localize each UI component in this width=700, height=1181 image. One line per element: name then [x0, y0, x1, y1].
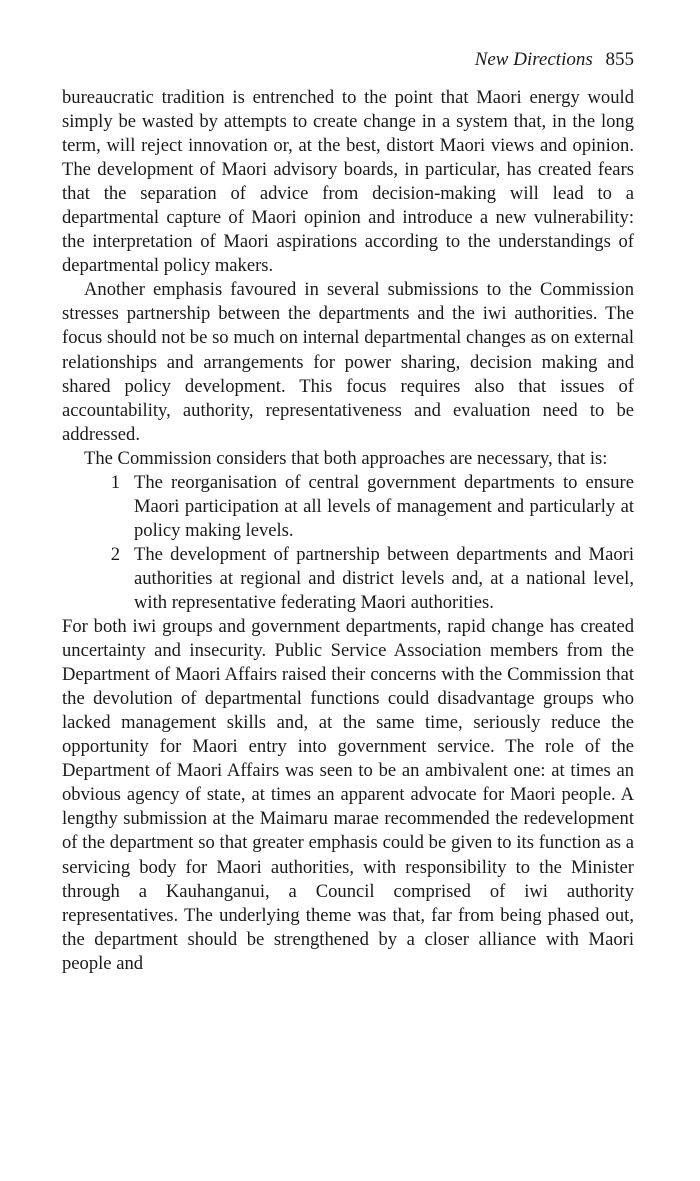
- list-item-text: The reorganisation of central government departments to ensure Maori participation at all levels of management and particularly at policy making levels.: [134, 471, 634, 541]
- body-text: [62, 86, 634, 976]
- paragraph-iwi-groups: For both iwi groups and government departments, rapid change has created uncertainty and insecurity. Public Service Association members from the Department of Maori Affairs raised their concerns with the Commission that the devolution of departmental functions could disadvantage groups who lacked management skills and, at the same time, seriously reduce the opportunity for Maori entry into government service. The role of the Department of Maori Affairs was seen to be an ambivalent one: at times an obvious agency of state, at times an apparent advocate for Maori people. A lengthy submission at the Maimaru marae recommended the redevelopment of the department so that greater emphasis could be given to its function as a servicing body for Maori authorities, with responsibility to the Minister through a Kauhanganui, a Council comprised of iwi authority representatives. The underlying theme was that, far from being phased out, the department should be strengthened by a closer alliance with Maori people and: [62, 616, 634, 974]
- book-page: [62, 48, 634, 976]
- page-number: 855: [605, 49, 634, 70]
- list-item-number: 1: [110, 471, 120, 493]
- running-head: [62, 48, 634, 72]
- numbered-list: [62, 471, 634, 615]
- paragraph-partnership: Another emphasis favoured in several submissions to the Commission stresses partnership between the departments and the iwi authorities. The focus should not be so much on internal departmental changes as on external relationships and arrangements for power sharing, decision making and shared policy development. This focus requires also that issues of accountability, authority, representativeness and evaluation need to be addressed.: [62, 279, 634, 445]
- paragraph-continued: bureaucratic tradition is entrenched to the point that Maori energy would simply be wasted by attempts to create change in a system that, in the long term, will reject innovation or, at the best, distort Maori views and opinion. The development of Maori advisory boards, in particular, has created fears that the separation of advice from decision-making will lead to a departmental capture of Maori opinion and introduce a new vulnerability: the interpretation of Maori aspirations according to the understandings of departmental policy makers.: [62, 87, 634, 277]
- list-item-text: The development of partnership between departments and Maori authorities at regional and district levels and, at a national level, with representative federating Maori authorities.: [134, 543, 634, 613]
- list-item: [62, 471, 634, 543]
- running-title: New Directions: [474, 49, 593, 70]
- list-item: [62, 543, 634, 615]
- list-item-number: 2: [110, 543, 120, 565]
- paragraph-commission-view: The Commission considers that both approaches are necessary, that is:: [84, 447, 608, 469]
